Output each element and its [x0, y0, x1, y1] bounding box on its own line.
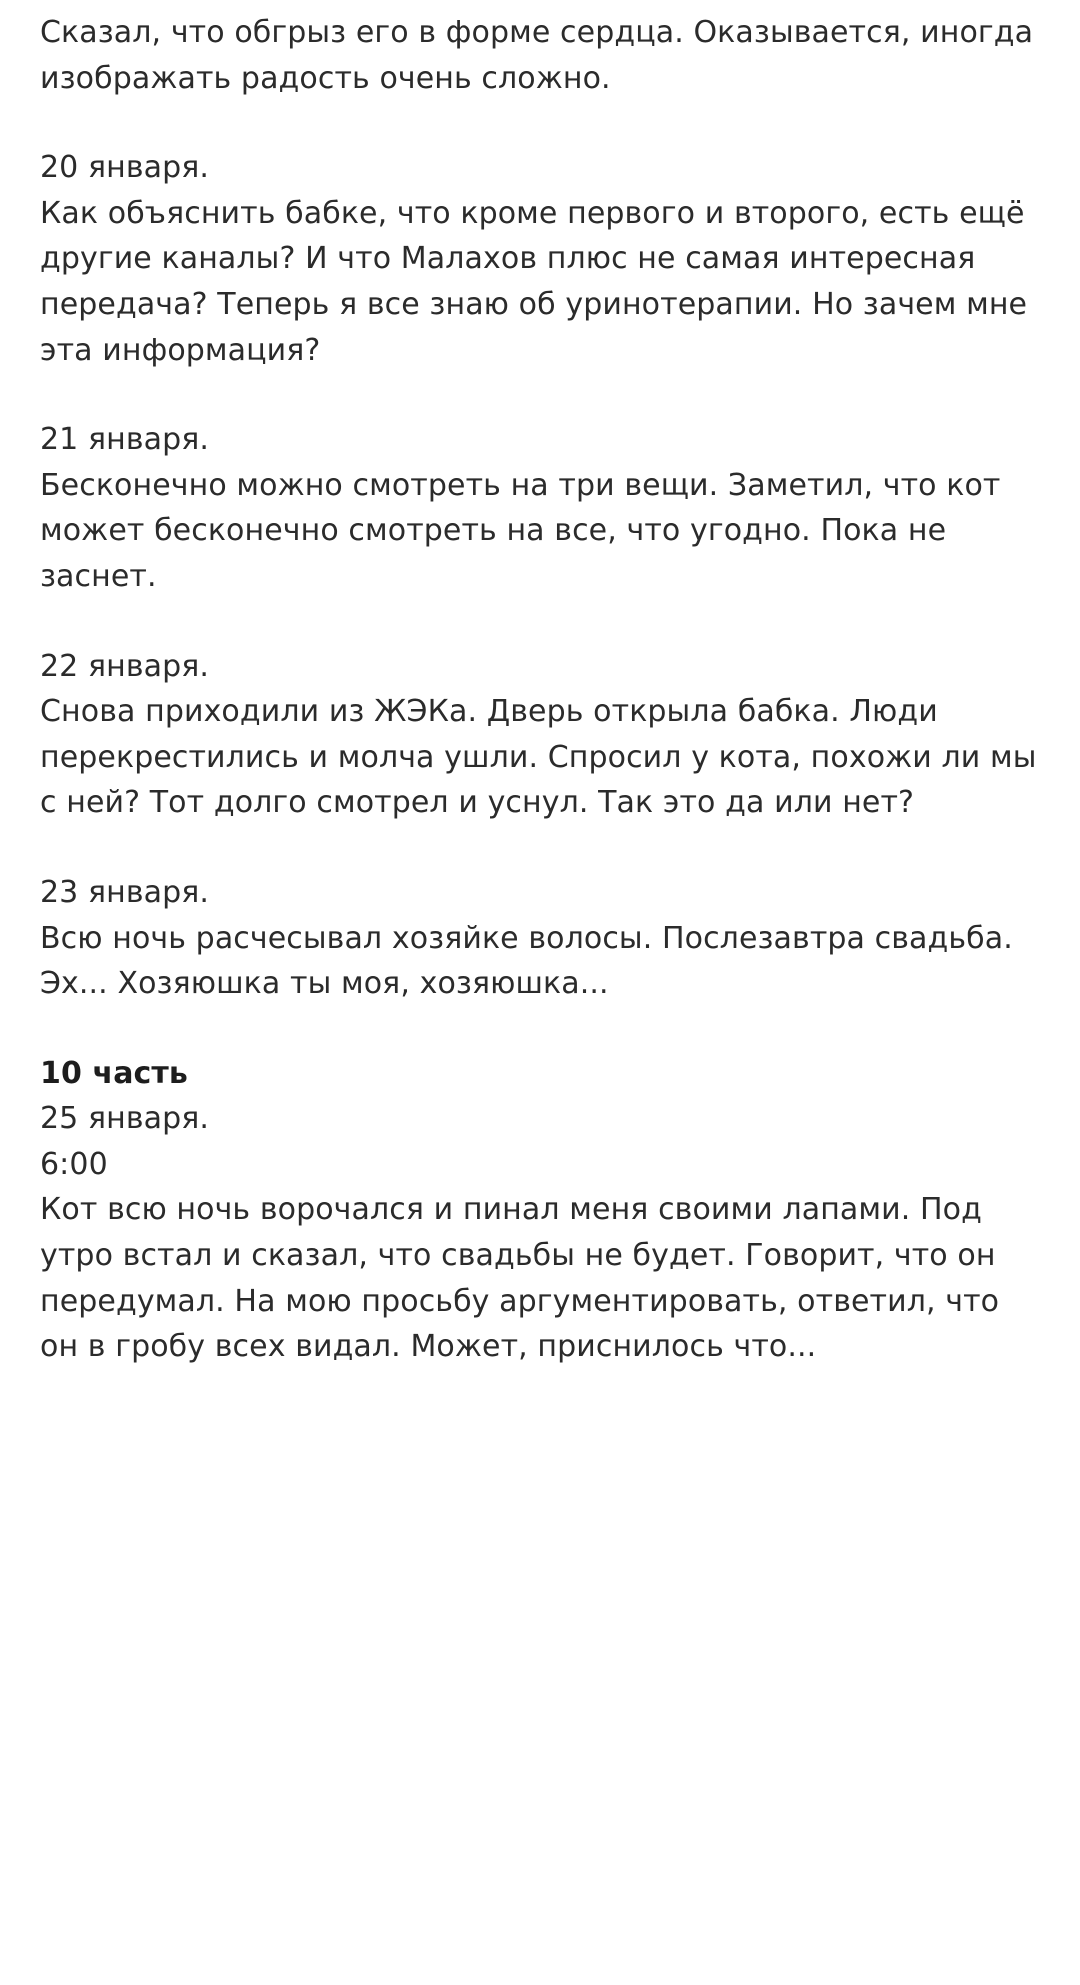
- section-heading: 10 часть: [40, 1055, 188, 1091]
- entry-date: 22 января.: [40, 648, 210, 684]
- paragraph-text: Сказал, что обгрыз его в форме сердца. Оказывается, иногда изображать радость очень сложно.: [40, 15, 1043, 96]
- entry-text: Кот всю ночь ворочался и пинал меня своими лапами. Под утро встал и сказал, что свадьбы не будет. Говорит, что он передумал. На мою просьбу аргументировать, ответил, что он в гробу всех видал. Может, приснилось что...: [40, 1192, 1009, 1365]
- entry-date: 21 января.: [40, 422, 210, 458]
- diary-entry: [40, 644, 1047, 826]
- entry-text: Бесконечно можно смотреть на три вещи. Заметил, что кот может бесконечно смотреть на все, что угодно. Пока не заснет.: [40, 467, 1011, 594]
- entry-date: 25 января.: [40, 1101, 210, 1137]
- diary-entry: [40, 417, 1040, 599]
- entry-time: 6:00: [40, 1146, 108, 1182]
- entry-text: Снова приходили из ЖЭКа. Дверь открыла бабка. Люди перекрестились и молча ушли. Спросил у кота, похожи ли мы с ней? Тот долго смотрел и уснул. Так это да или нет?: [40, 694, 1047, 821]
- entry-date: 23 января.: [40, 874, 210, 910]
- diary-entry: [40, 145, 1040, 373]
- entry-date: 20 января.: [40, 150, 210, 186]
- diary-entry: [40, 870, 1040, 1007]
- diary-entry: [40, 1051, 1040, 1370]
- entry-text: Как объяснить бабке, что кроме первого и второго, есть ещё другие каналы? И что Малахов плюс не самая интересная передача? Теперь я все знаю об уринотерапии. Но зачем мне эта информация?: [40, 195, 1037, 368]
- paragraph-block: [40, 10, 1043, 101]
- entry-text: Всю ночь расчесывал хозяйке волосы. Послезавтра свадьба. Эх... Хозяюшка ты моя, хозяюшка...: [40, 920, 1023, 1002]
